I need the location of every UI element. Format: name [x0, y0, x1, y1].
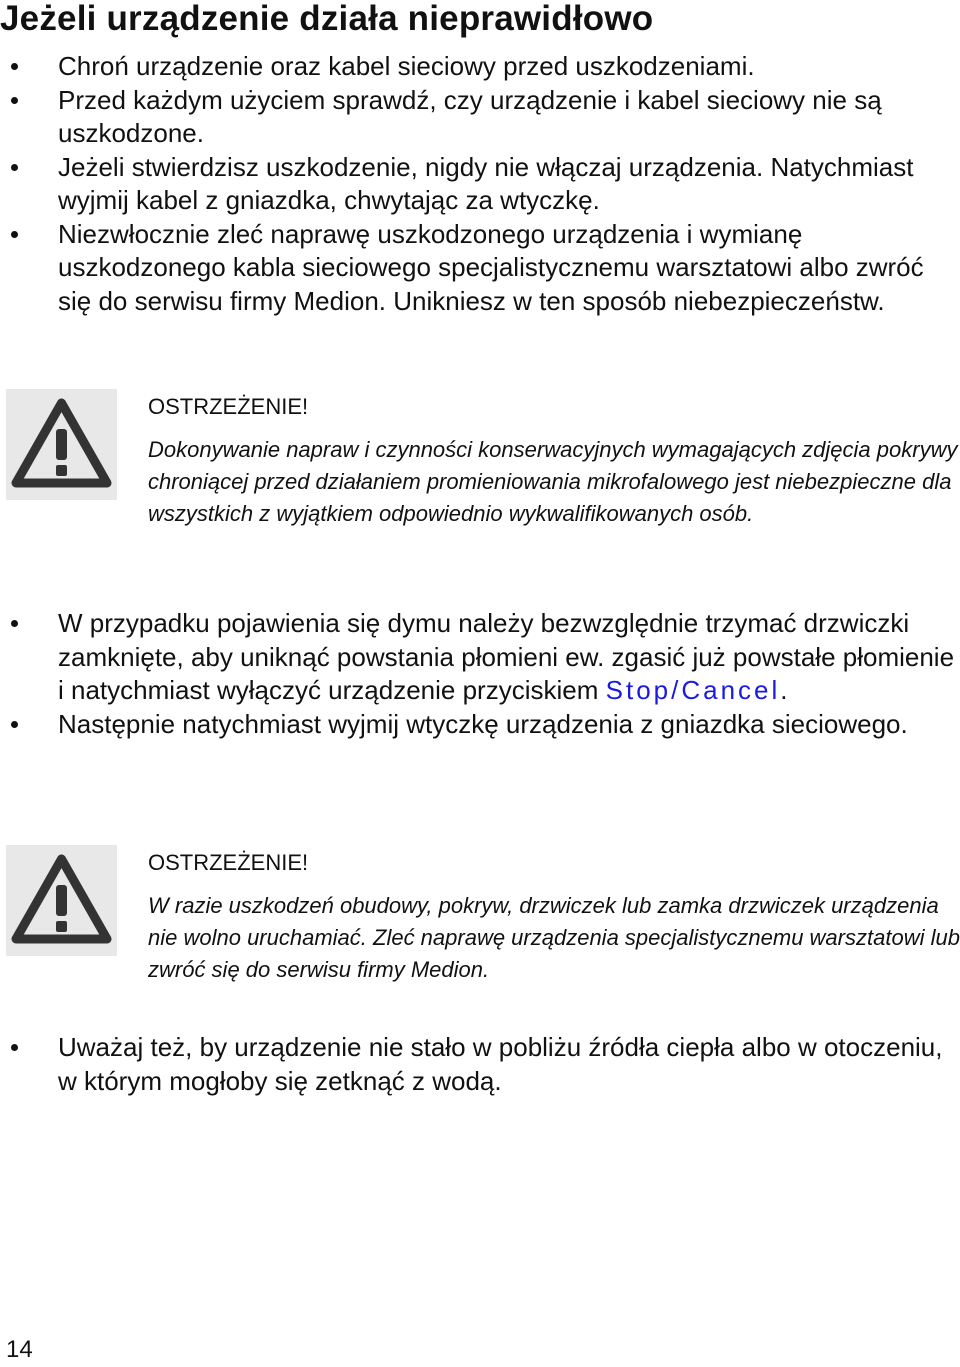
page-heading: Jeżeli urządzenie działa nieprawidłowo	[0, 0, 654, 38]
list-item	[0, 151, 955, 218]
page-number: 14	[6, 1336, 33, 1363]
warning-text: W razie uszkodzeń obudowy, pokryw, drzwiczek lub zamka drzwiczek urządzenia nie wolno uruchamiać. Zleć naprawę urządzenia specjalistycznemu warsztatowi lub zwróć się do serwisu firmy Medion.	[148, 893, 960, 982]
list-item-text: Jeżeli stwierdzisz uszkodzenie, nigdy nie włączaj urządzenia. Natychmiast wyjmij kabel z gniazdka, chwytając za wtyczkę.	[58, 151, 914, 215]
stop-cancel-button-label: Stop/Cancel	[605, 675, 781, 705]
list-item	[0, 218, 955, 319]
warning-block-1	[0, 384, 960, 564]
list-item-text: Następnie natychmiast wyjmij wtyczkę urządzenia z gniazdka sieciowego.	[58, 708, 908, 739]
safety-list-3	[0, 1031, 955, 1098]
warning-title: OSTRZEŻENIE!	[148, 394, 309, 419]
list-item	[0, 1031, 955, 1098]
list-item-text: Przed każdym użyciem sprawdź, czy urządzenie i kabel sieciowy nie są uszkodzone.	[58, 84, 882, 148]
warning-text: Dokonywanie napraw i czynności konserwacyjnych wymagających zdjęcia pokrywy chroniącej przed działaniem promieniowania mikrofalowego jest niebezpieczne dla wszystkich z wyjątkiem odpowiednio wykwalifikowanych osób.	[148, 437, 958, 526]
warning-title: OSTRZEŻENIE!	[148, 850, 309, 875]
warning-triangle-icon	[6, 845, 117, 956]
warning-block-2	[0, 840, 960, 990]
list-item-period: .	[780, 675, 788, 705]
list-item-text: Niezwłocznie zleć naprawę uszkodzonego urządzenia i wymianę uszkodzonego kabla sieciowego specjalistycznemu warsztatowi albo zwróć się do serwisu firmy Medion. Unikniesz w ten sposób niebezpieczeństw.	[58, 218, 924, 316]
list-item	[0, 84, 955, 151]
list-item	[0, 50, 955, 84]
list-item-text: W przypadku pojawienia się dymu należy bezwzględnie trzymać drzwiczki zamknięte, aby uniknąć powstania płomieni ew. zgasić już powstałe płomienie i natychmiast wyłączyć urządzenie przyciskiem	[58, 608, 955, 705]
safety-list-1	[0, 50, 955, 318]
warning-triangle-icon	[6, 389, 117, 500]
list-item	[0, 607, 955, 708]
list-item	[0, 708, 955, 742]
safety-list-2	[0, 607, 955, 741]
list-item-text: Uważaj też, by urządzenie nie stało w pobliżu źródła ciepła albo w otoczeniu, w którym mogłoby się zetknąć z wodą.	[58, 1032, 943, 1096]
list-item-text: Chroń urządzenie oraz kabel sieciowy przed uszkodzeniami.	[58, 51, 755, 81]
